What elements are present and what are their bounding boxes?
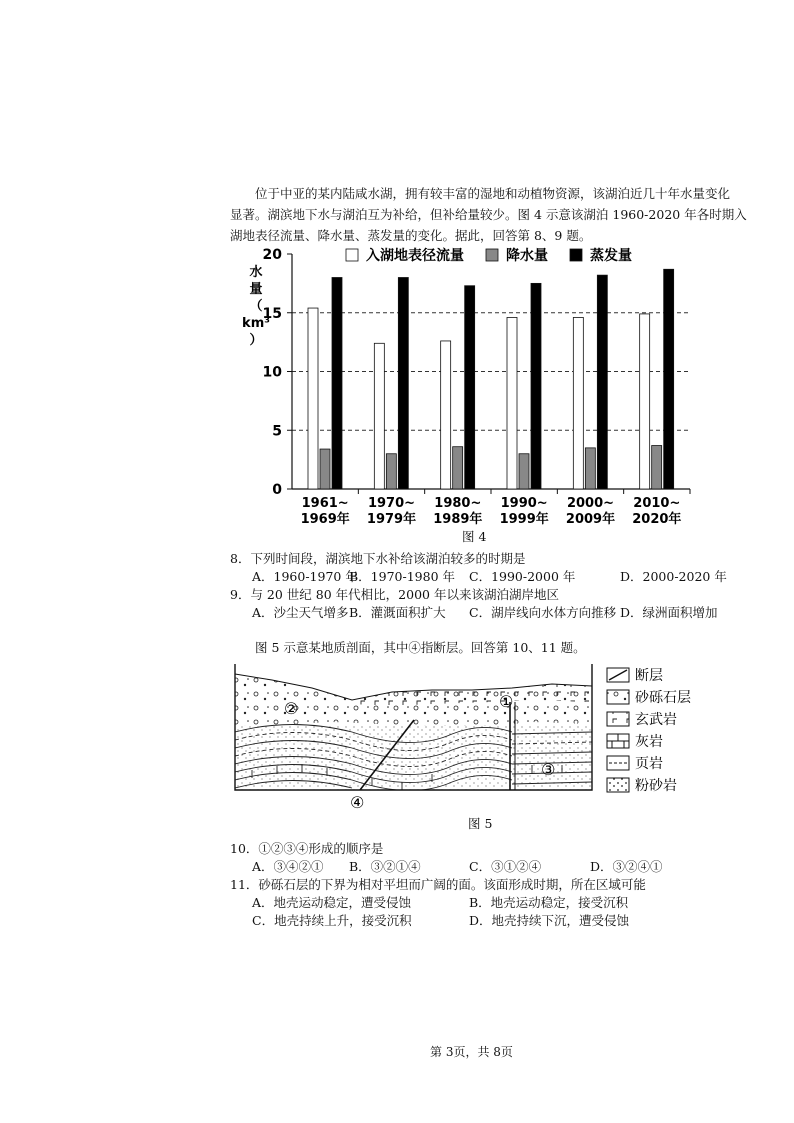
figure-5-cross-section	[232, 662, 702, 812]
legend-gravel: 砂砾石层	[635, 690, 691, 706]
q10-option-d[interactable]: D．③②④①	[590, 859, 663, 874]
y-tick-label: 5	[272, 423, 282, 440]
y-axis-label-char: 水	[249, 265, 263, 280]
bar	[640, 314, 650, 489]
legend-swatch	[346, 249, 358, 261]
bar	[386, 454, 396, 489]
q11-option-a[interactable]: A．地壳运动稳定，遭受侵蚀	[252, 895, 412, 910]
legend-swatch	[486, 249, 498, 261]
bar	[652, 446, 662, 489]
x-tick-label: 2000~	[566, 496, 615, 511]
marker-2: ②	[284, 699, 299, 718]
question-10-stem: 10．①②③④形成的顺序是	[230, 841, 384, 856]
figure-5-legend	[607, 668, 691, 794]
bar	[465, 286, 475, 489]
y-tick-label: 0	[272, 482, 282, 498]
intro-line: 显著。湖滨地下水与湖泊互为补给，但补给量较少。图 4 示意该湖泊 1960-2020 年各时期入	[230, 207, 747, 222]
question-10-options	[0, 857, 794, 875]
bar	[597, 275, 607, 489]
q11-option-c[interactable]: C．地壳持续上升，接受沉积	[252, 913, 412, 928]
legend-siltstone: 粉砂岩	[635, 778, 677, 794]
question-11-stem: 11．砂砾石层的下界为相对平坦而广阔的面。该面形成时期，所在区域可能	[230, 877, 646, 892]
legend-label: 入湖地表径流量	[366, 248, 464, 264]
q8-option-b[interactable]: B．1970-1980 年	[349, 569, 456, 584]
q8-option-d[interactable]: D．2000-2020 年	[620, 569, 727, 584]
legend-shale: 页岩	[635, 756, 663, 772]
legend-fault: 断层	[635, 668, 663, 684]
y-axis-label-char: km³	[242, 316, 270, 331]
intro-paragraph	[230, 183, 747, 246]
figure-5-caption: 图 5	[468, 816, 493, 831]
q11-option-d[interactable]: D．地壳持续下沉，遭受侵蚀	[469, 913, 630, 928]
x-tick-label: 1970~	[367, 496, 416, 511]
question-8-options	[0, 567, 794, 585]
y-tick-label: 20	[262, 247, 282, 263]
legend-swatch	[570, 249, 582, 261]
bar	[308, 308, 318, 489]
q10-option-c[interactable]: C．③①②④	[469, 859, 542, 874]
q10-option-a[interactable]: A．③④②①	[252, 859, 324, 874]
q9-option-d[interactable]: D．绿洲面积增加	[620, 605, 718, 620]
x-tick-label: 1961~	[301, 496, 349, 511]
bar	[507, 317, 517, 489]
q9-option-a[interactable]: A．沙尘天气增多	[252, 605, 349, 620]
question-9-options	[0, 603, 794, 621]
bar	[374, 343, 384, 489]
bar	[519, 454, 529, 489]
x-tick-label: 1990~	[500, 496, 548, 511]
q9-option-b[interactable]: B．灌溉面积扩大	[349, 605, 446, 620]
question-9-stem: 9．与 20 世纪 80 年代相比，2000 年以来该湖泊湖岸地区	[230, 587, 559, 602]
y-tick-label: 15	[262, 305, 282, 322]
marker-3: ③	[541, 760, 556, 779]
q11-option-b[interactable]: B．地壳运动稳定，接受沉积	[469, 895, 629, 910]
figure-4-caption: 图 4	[462, 529, 487, 544]
question-11-options	[0, 893, 794, 933]
q10-option-b[interactable]: B．③②①④	[349, 859, 421, 874]
x-tick-label: 2009年	[565, 512, 616, 527]
legend-limestone: 灰岩	[635, 734, 663, 750]
strata-group	[232, 662, 592, 792]
x-tick-label: 2010~	[633, 496, 681, 511]
question-8-stem: 8．下列时间段，湖滨地下水补给该湖泊较多的时期是	[230, 551, 526, 566]
bar	[332, 278, 342, 490]
x-tick-label: 1969年	[300, 512, 350, 527]
bar	[585, 448, 595, 489]
legend-label: 蒸发量	[590, 248, 632, 264]
x-tick-label: 1989年	[433, 512, 483, 527]
bar	[664, 269, 674, 489]
bar	[573, 317, 583, 489]
bar	[453, 447, 463, 489]
y-axis-label-char: 量	[249, 282, 263, 297]
y-tick-label: 10	[262, 364, 282, 381]
x-tick-label: 1980~	[434, 496, 482, 511]
x-tick-label: 2020年	[632, 512, 682, 527]
bar	[441, 341, 451, 489]
page-footer: 第 3页，共 8页	[430, 1045, 513, 1059]
marker-1: ①	[499, 692, 514, 711]
bar	[531, 283, 541, 489]
y-axis-label-char: ）	[249, 333, 263, 348]
figure-4-chart	[240, 240, 710, 530]
figure-5-intro: 图 5 示意某地质剖面，其中④指断层。回答第 10、11 题。	[255, 640, 586, 655]
q8-option-a[interactable]: A．1960-1970 年	[252, 569, 358, 584]
q9-option-c[interactable]: C．湖岸线向水体方向推移	[469, 605, 617, 620]
x-tick-label: 1979年	[366, 512, 417, 527]
intro-line: 位于中亚的某内陆咸水湖，拥有较丰富的湿地和动植物资源，该湖泊近几十年水量变化	[255, 186, 731, 201]
y-axis-label-char: （	[249, 299, 263, 314]
bar	[398, 278, 408, 490]
legend-basalt: 玄武岩	[635, 712, 677, 728]
bar	[320, 449, 330, 489]
legend-label: 降水量	[506, 248, 548, 264]
q8-option-c[interactable]: C．1990-2000 年	[469, 569, 576, 584]
marker-4: ④	[350, 793, 365, 812]
intro-line: 湖地表径流量、降水量、蒸发量的变化。据此，回答第 8、9 题。	[230, 228, 592, 243]
x-tick-label: 1999年	[499, 512, 549, 527]
